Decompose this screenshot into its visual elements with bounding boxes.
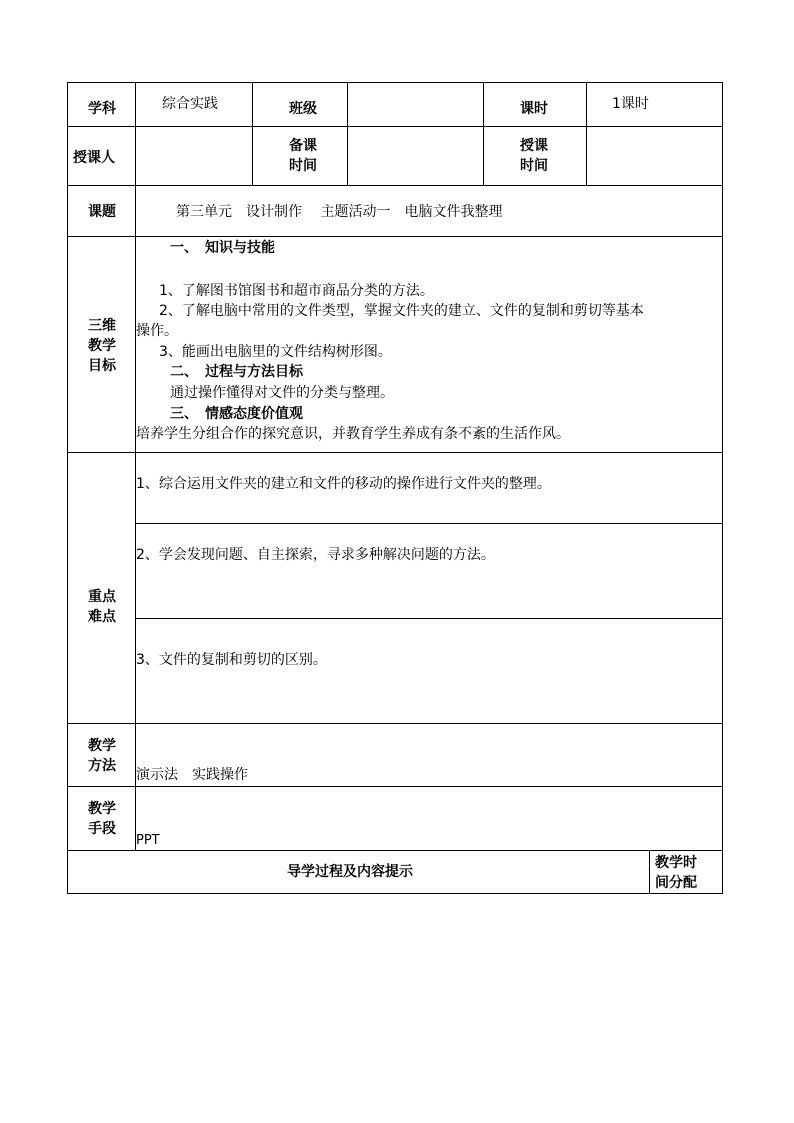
teach-time-label-line2: 时间 — [520, 158, 548, 174]
keypoint-divider-1 — [136, 523, 723, 524]
prep-time-label-line2: 时间 — [289, 158, 317, 174]
objectives-section3-title: 三、 情感态度价值观 — [170, 406, 303, 422]
topic-label: 课题 — [88, 204, 116, 220]
method-value: 演示法 实践操作 — [136, 767, 248, 783]
process-label: 导学过程及内容提示 — [287, 864, 413, 880]
time-allocation-label-line1: 教学时 — [655, 855, 697, 871]
means-value: PPT — [136, 833, 160, 848]
teach-time-label — [520, 136, 548, 176]
row-divider-2 — [67, 185, 723, 186]
row-divider-3 — [67, 236, 723, 237]
prep-time-label-line1: 备课 — [289, 138, 317, 154]
means-label-line1: 教学 — [88, 801, 116, 817]
key-point-1: 1、综合运用文件夹的建立和文件的移动的操作进行文件夹的整理。 — [136, 476, 551, 492]
means-label-line2: 手段 — [88, 821, 116, 837]
objectives-item2-line1: 2、了解电脑中常用的文件类型，掌握文件夹的建立、文件的复制和剪切等基本 — [159, 303, 644, 319]
header-col-divider-5 — [586, 82, 587, 185]
class-label: 班级 — [289, 101, 317, 117]
header-col-divider-3 — [347, 82, 348, 185]
label-column-divider — [135, 82, 136, 850]
footer-col-divider — [649, 850, 650, 893]
objectives-section2-text: 通过操作懂得对文件的分类与整理。 — [170, 385, 394, 401]
topic-value: 第三单元 设计制作 主题活动一 电脑文件我整理 — [176, 204, 503, 220]
objectives-item1: 1、了解图书馆图书和超市商品分类的方法。 — [159, 283, 434, 299]
objectives-section2-title: 二、 过程与方法目标 — [170, 364, 303, 380]
key-point-3: 3、文件的复制和剪切的区别。 — [136, 652, 327, 668]
table-border-top — [67, 82, 723, 83]
objectives-label-line1: 三维 — [88, 318, 116, 334]
method-label — [88, 736, 116, 776]
row-divider-7 — [67, 850, 723, 851]
method-label-line1: 教学 — [88, 738, 116, 754]
prep-time-label — [289, 136, 317, 176]
key-points-label-line2: 难点 — [88, 609, 116, 625]
table-border-right — [722, 82, 723, 894]
row-divider-6 — [67, 786, 723, 787]
teacher-label: 授课人 — [73, 150, 115, 166]
objectives-label-line3: 目标 — [88, 358, 116, 374]
key-points-label — [88, 587, 116, 627]
time-allocation-label-line2: 间分配 — [655, 875, 697, 891]
key-points-label-line1: 重点 — [88, 589, 116, 605]
period-value: 1课时 — [612, 96, 649, 112]
key-point-2: 2、学会发现问题、自主探索，寻求多种解决问题的方法。 — [136, 547, 495, 563]
header-col-divider-4 — [483, 82, 484, 185]
subject-value: 综合实践 — [162, 96, 218, 112]
subject-label: 学科 — [88, 101, 116, 117]
teach-time-label-line1: 授课 — [520, 138, 548, 154]
time-allocation-label — [655, 853, 697, 893]
objectives-label-line2: 教学 — [88, 338, 116, 354]
row-divider-5 — [67, 723, 723, 724]
objectives-item3: 3、能画出电脑里的文件结构树形图。 — [159, 344, 392, 360]
objectives-section1-title: 一、 知识与技能 — [170, 240, 275, 256]
objectives-label — [88, 316, 116, 376]
keypoint-divider-2 — [136, 618, 723, 619]
objectives-item2-line2: 操作。 — [136, 323, 178, 339]
means-label — [88, 799, 116, 839]
period-label: 课时 — [520, 101, 548, 117]
row-divider-4 — [67, 452, 723, 453]
objectives-section3-text: 培养学生分组合作的探究意识，并教育学生养成有条不紊的生活作风。 — [136, 426, 570, 442]
table-border-left — [67, 82, 68, 894]
header-col-divider-2 — [252, 82, 253, 185]
row-divider-1 — [67, 126, 723, 127]
method-label-line2: 方法 — [88, 758, 116, 774]
table-border-bottom — [67, 893, 723, 894]
